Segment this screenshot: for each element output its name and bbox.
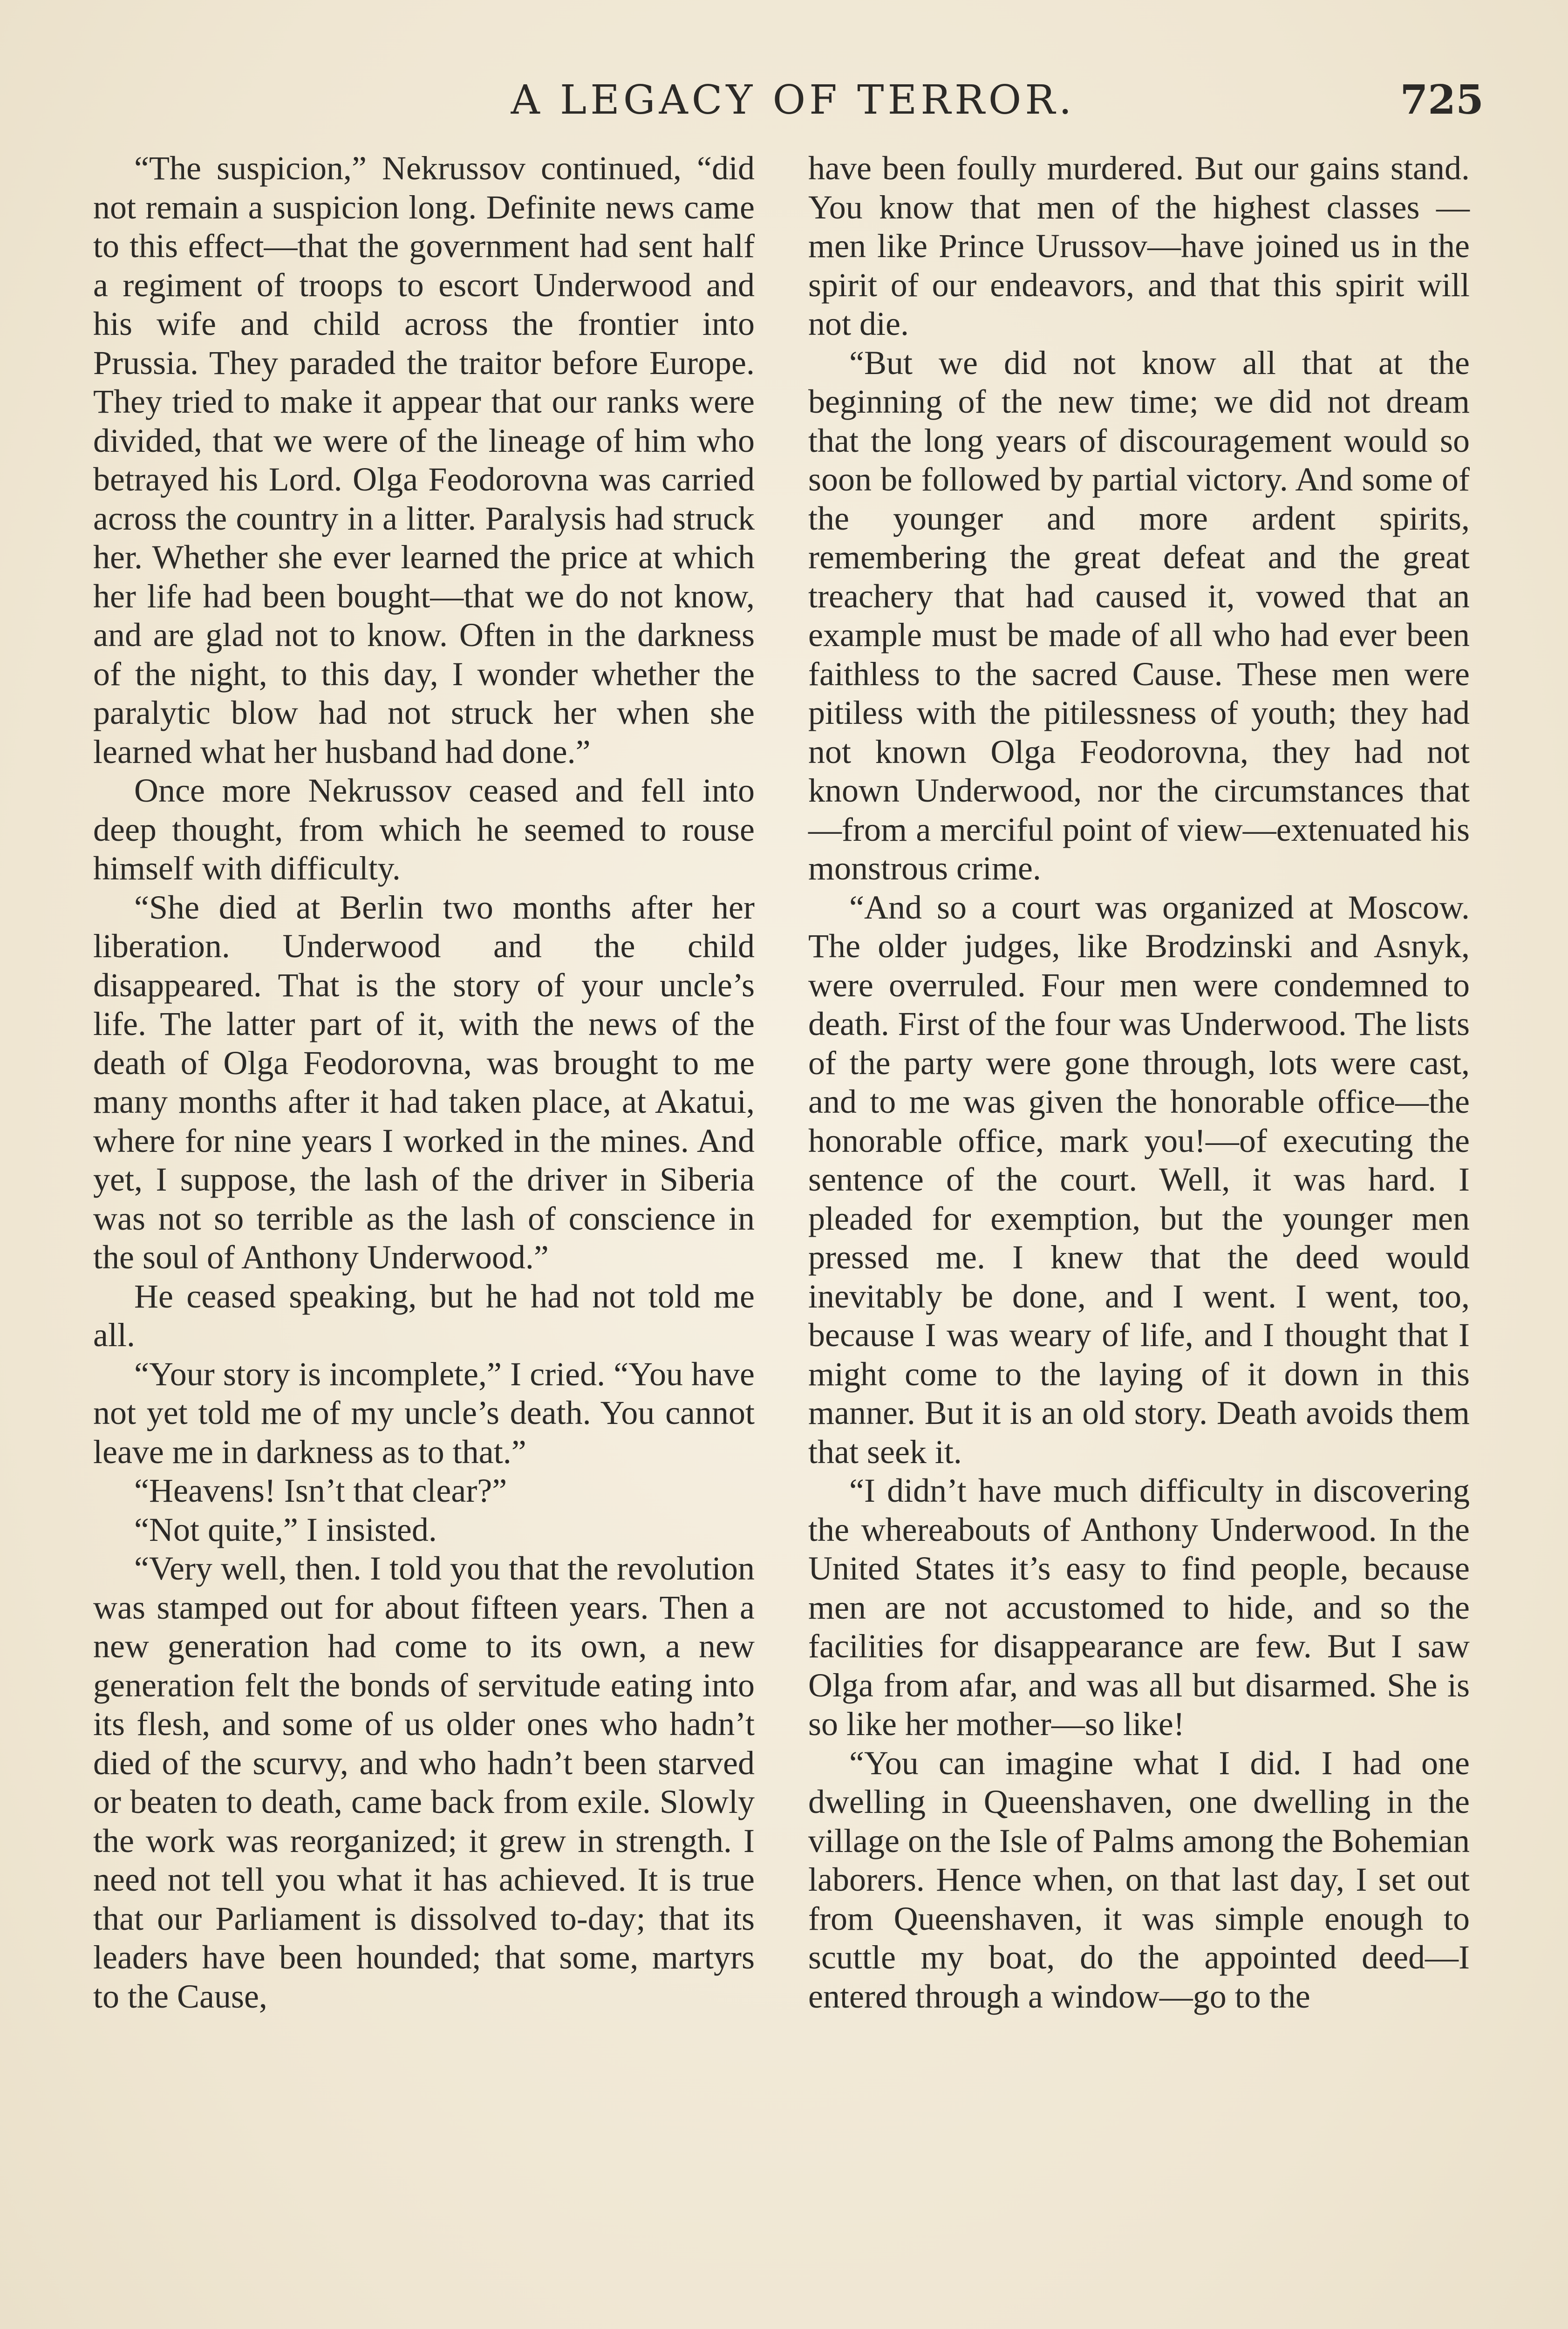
right-column [808, 149, 1470, 2016]
left-column [93, 149, 755, 2016]
paragraph: “You can imagine what I did. I had one dwelling in Queenshaven, one dwelling in the village on the Isle of Palms among the Bohemian laborers. Hence when, on that last day, I set out from Queenshaven, it was simple enough to scuttle my boat, do the appointed deed—I entered through a window—go to the [808, 1744, 1470, 2015]
page-header [102, 70, 1484, 130]
paragraph: “She died at Berlin two months after her liberation. Underwood and the child disappeared. That is the story of your uncle’s life. The latter part of it, with the news of the death of Olga Feodorovna, was brought to me many months after it had taken place, at Akatui, where for nine years I worked in the mines. And yet, I suppose, the lash of the driver in Siberia was not so terrible as the lash of conscience in the soul of Anthony Underwood.” [93, 888, 755, 1276]
paragraph: “Heavens! Isn’t that clear?” [134, 1472, 507, 1509]
paragraph: “The suspicion,” Nekrussov continued, “did not remain a suspicion long. Definite news came to this effect—that the government had sent half a regiment of troops to escort Underwood and his wife and child across the frontier into Prussia. They paraded the traitor before Europe. They tried to make it appear that our ranks were divided, that we were of the lineage of him who betrayed his Lord. Olga Feodorovna was carried across the country in a litter. Paralysis had struck her. Whether she ever learned the price at which her life had been bought—that we do not know, and are glad not to know. Often in the darkness of the night, to this day, I wonder whether the paralytic blow had not struck her when she learned what her husband had done.” [93, 150, 755, 770]
paragraph: have been foully murdered. But our gains stand. You know that men of the highest classes — men like Prince Urussov—have joined us in the spirit of our endeavors, and that this spirit will not die. [808, 150, 1470, 342]
paragraph: He ceased speaking, but he had not told me all. [93, 1277, 755, 1354]
paragraph: Once more Nekrussov ceased and fell into deep thought, from which he seemed to rouse himself with difficulty. [93, 772, 755, 887]
paragraph: “Your story is incomplete,” I cried. “You have not yet told me of my uncle’s death. You cannot leave me in darkness as to that.” [93, 1355, 755, 1471]
paragraph: “And so a court was organized at Moscow. The older judges, like Brodzinski and Asnyk, were overruled. Four men were condemned to death. First of the four was Underwood. The lists of the party were gone through, lots were cast, and to me was given the honorable office—the honorable office, mark you!—of executing the sentence of the court. Well, it was hard. I pleaded for exemption, but the younger men pressed me. I knew that the deed would inevitably be done, and I went. I went, too, because I was weary of life, and I thought that I might come to the laying of it down in this manner. But it is an old story. Death avoids them that seek it. [808, 888, 1470, 1471]
paragraph: “Very well, then. I told you that the revolution was stamped out for about fifteen years. Then a new generation had come to its own, a new generation felt the bonds of servitude eating into its flesh, and some of us older ones who hadn’t died of the scurvy, and who hadn’t been starved or beaten to death, came back from exile. Slowly the work was reorganized; it grew in strength. I need not tell you what it has achieved. It is true that our Parliament is dissolved to-day; that its leaders have been hounded; that some, martyrs to the Cause, [93, 1550, 755, 2015]
running-title: A LEGACY OF TERROR. [511, 77, 1076, 123]
page-number: 725 [1400, 76, 1484, 123]
paragraph: “But we did not know all that at the beginning of the new time; we did not dream that the long years of discouragement would so soon be followed by partial victory. And some of the younger and more ardent spirits, remembering the great defeat and the great treachery that had caused it, vowed that an example must be made of all who had ever been faithless to the sacred Cause. These men were pitiless with the pitilessness of youth; they had not known Olga Feodorovna, they had not known Underwood, nor the circumstances that —from a merciful point of view—extenuated his monstrous crime. [808, 344, 1470, 887]
paragraph: “I didn’t have much difficulty in discovering the whereabouts of Anthony Underwood. In the United States it’s easy to find people, because men are not accustomed to hide, and so the facilities for disappearance are few. But I saw Olga from afar, and was all but disarmed. She is so like her mother—so like! [808, 1472, 1470, 1743]
paragraph: “Not quite,” I insisted. [134, 1511, 437, 1548]
